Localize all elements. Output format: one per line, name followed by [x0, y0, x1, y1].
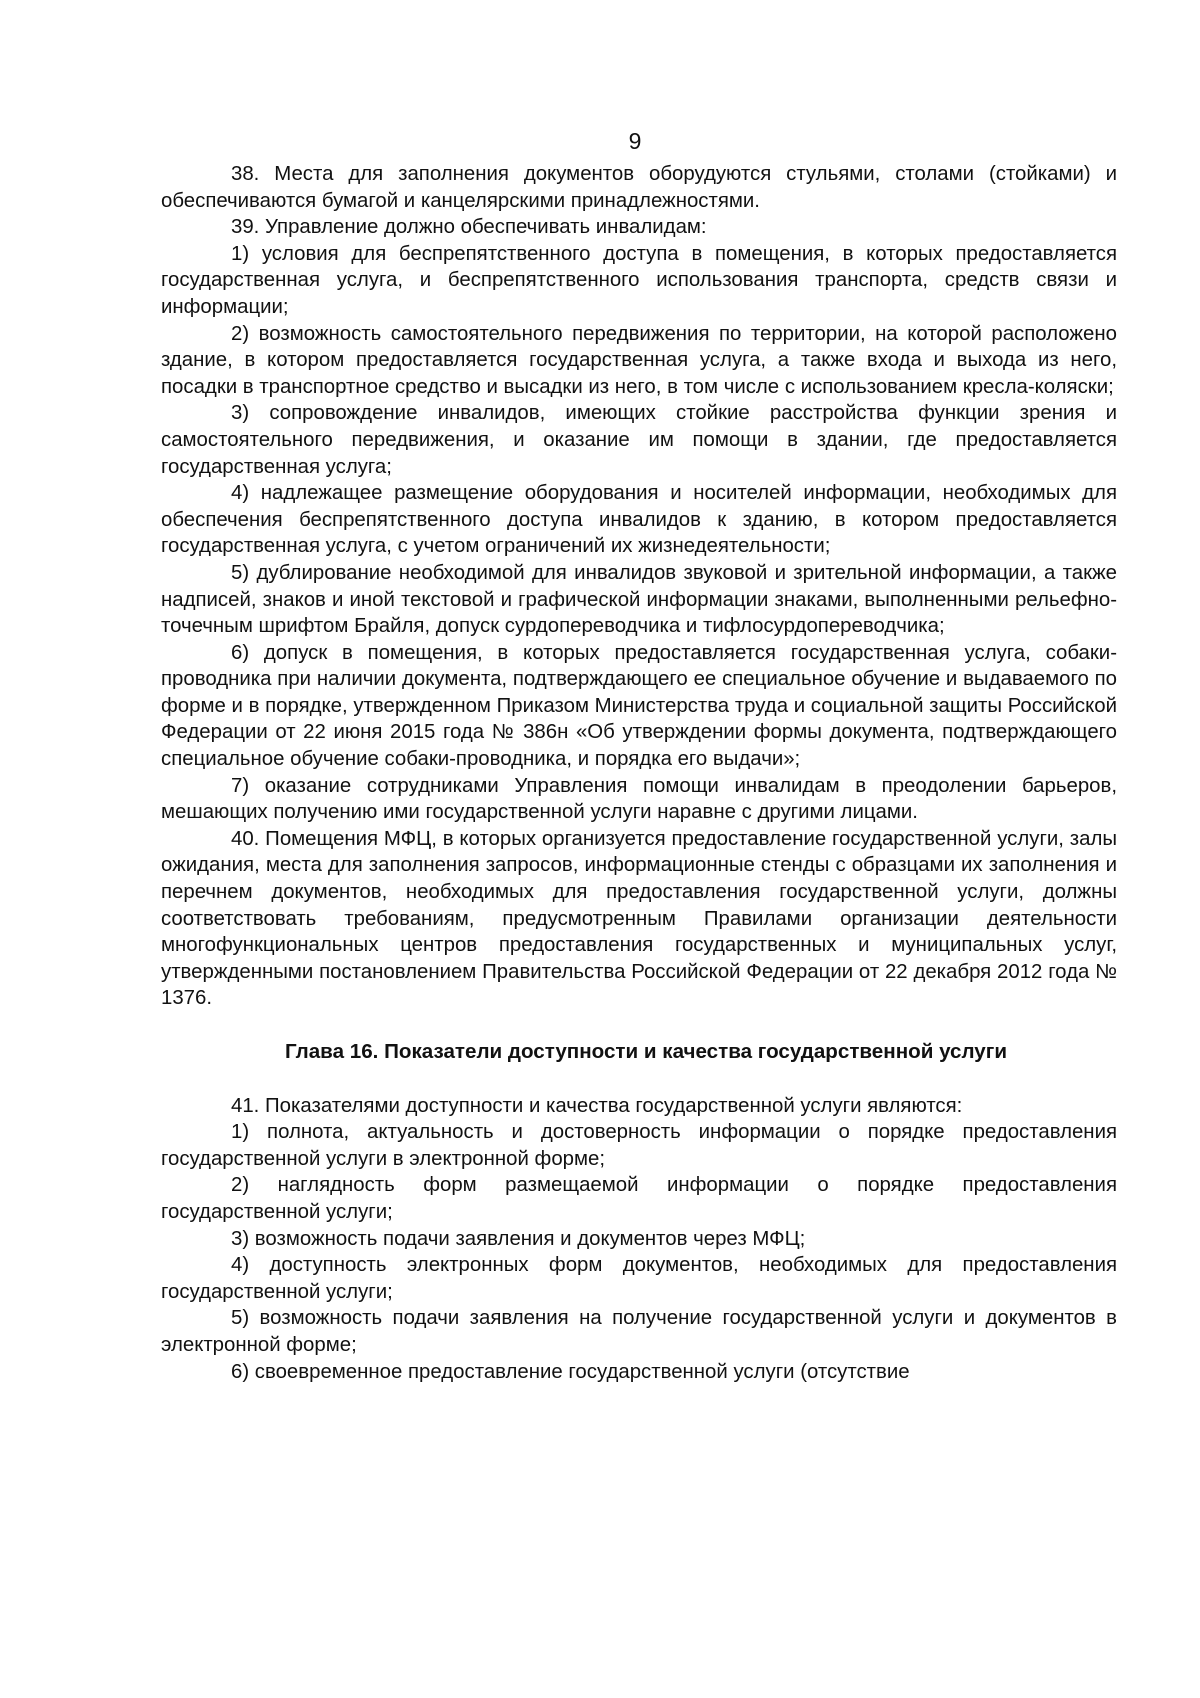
- paragraph-41-item-3: 3) возможность подачи заявления и документов через МФЦ;: [231, 1227, 806, 1250]
- chapter-title: Глава 16. Показатели доступности и качества государственной услуги: [285, 1040, 1007, 1063]
- paragraph-39-item-5: 5) дублирование необходимой для инвалидов звуковой и зрительной информации, а также надписей, знаков и иной текстовой и графической информации знаками, выполненными рельефно-точечным шрифтом Брайля, допуск сурдопереводчика и тифлосурдопереводчика;: [161, 561, 1117, 638]
- paragraph-41-item-5: 5) возможность подачи заявления на получение государственной услуги и документов в электронной форме;: [161, 1307, 1117, 1356]
- paragraph-41-item-1: 1) полнота, актуальность и достоверность информации о порядке предоставления государственной услуги в электронной форме;: [161, 1121, 1117, 1170]
- paragraph-41-item-4: 4) доступность электронных форм документов, необходимых для предоставления государственной услуги;: [161, 1254, 1117, 1303]
- paragraph-39-item-1: 1) условия для беспрепятственного доступа в помещения, в которых предоставляется государственная услуга, и беспрепятственного использования транспорта, средств связи и информации;: [161, 242, 1117, 318]
- paragraph-40: 40. Помещения МФЦ, в которых организуется предоставление государственной услуги, залы ожидания, места для заполнения запросов, информационные стенды с образцами их заполнения и перечнем документов, необходимых для предоставления государственной услуги, должны соответствовать требованиям, предусмотренным Правилами организации деятельности многофункциональных центров предоставления государственных и муниципальных услуг, утвержденными постановлением Правительства Российской Федерации от 22 декабря 2012 года № 1376.: [161, 827, 1117, 1010]
- paragraph-38: 38. Места для заполнения документов оборудуются стульями, столами (стойками) и обеспечиваются бумагой и канцелярскими принадлежностями.: [161, 163, 1117, 212]
- paragraph-41: 41. Показателями доступности и качества государственной услуги являются:: [231, 1094, 963, 1117]
- document-body: [161, 161, 1117, 1385]
- page-number: 9: [628, 128, 642, 154]
- paragraph-39-item-3: 3) сопровождение инвалидов, имеющих стойкие расстройства функции зрения и самостоятельного передвижения, и оказание им помощи в здании, где предоставляется государственная услуга;: [161, 402, 1117, 478]
- paragraph-41-item-2: 2) наглядность форм размещаемой информации о порядке предоставления государственной услуги;: [161, 1174, 1117, 1223]
- paragraph-39-item-6: 6) допуск в помещения, в которых предоставляется государственная услуга, собаки-проводника при наличии документа, подтверждающего ее специальное обучение и выдаваемого по форме и в порядке, утвержденном Приказом Министерства труда и социальной защиты Российской Федерации от 22 июня 2015 года № 386н «Об утверждении формы документа, подтверждающего специальное обучение собаки-проводника, и порядка его выдачи»;: [161, 641, 1117, 771]
- paragraph-41-item-6: 6) своевременное предоставление государственной услуги (отсутствие: [231, 1360, 910, 1383]
- paragraph-39-item-2: 2) возможность самостоятельного передвижения по территории, на которой расположено здание, в котором предоставляется государственная услуга, а также входа и выхода из него, посадки в транспортное средство и высадки из него, в том числе с использованием кресла-коляски;: [161, 322, 1117, 398]
- paragraph-39-item-4: 4) надлежащее размещение оборудования и носителей информации, необходимых для обеспечения беспрепятственного доступа инвалидов к зданию, в котором предоставляется государственная услуга, с учетом ограничений их жизнедеятельности;: [161, 482, 1117, 558]
- paragraph-39-item-7: 7) оказание сотрудниками Управления помощи инвалидам в преодолении барьеров, мешающих получению ими государственной услуги наравне с другими лицами.: [161, 774, 1117, 824]
- paragraph-39: 39. Управление должно обеспечивать инвалидам:: [231, 216, 707, 239]
